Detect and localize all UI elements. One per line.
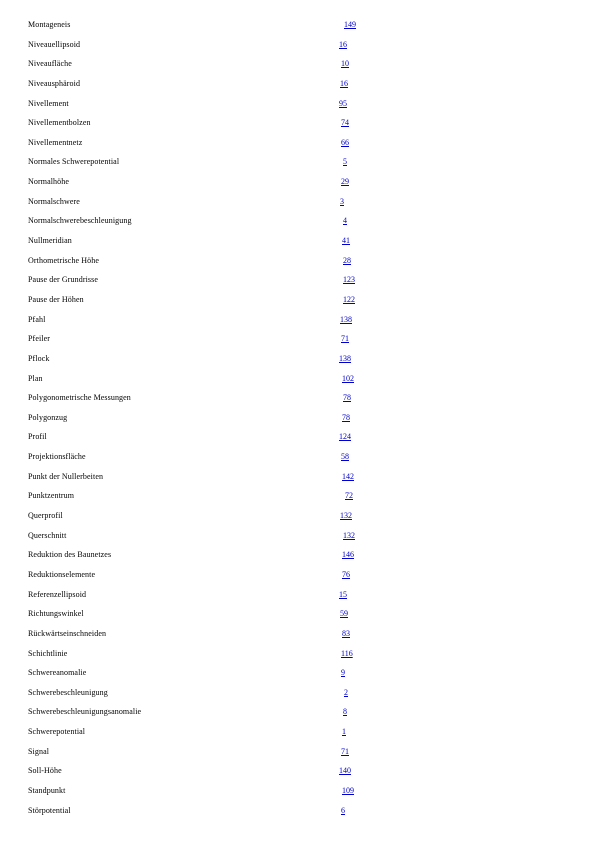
index-term: Signal <box>28 746 50 756</box>
page-link[interactable]: 140 <box>339 766 351 776</box>
index-term: Standpunkt <box>28 785 66 795</box>
page-link[interactable]: 71 <box>341 746 349 756</box>
page-link[interactable]: 15 <box>339 589 347 599</box>
page-link[interactable]: 41 <box>342 236 350 246</box>
page-link[interactable]: 102 <box>342 373 354 383</box>
index-term: Normalschwere <box>28 196 80 206</box>
index-term: Nivellement <box>28 98 69 108</box>
page-link[interactable]: 116 <box>341 648 353 658</box>
index-term: Niveauellipsoid <box>28 39 81 49</box>
index-term: Richtungswinkel <box>28 609 84 619</box>
page-link[interactable]: 28 <box>343 255 351 265</box>
index-term: Profil <box>28 432 47 442</box>
index-entry <box>0 683 595 703</box>
page-link[interactable]: 29 <box>341 177 349 187</box>
index-term: Nivellementnetz <box>28 137 83 147</box>
index-list <box>0 15 595 820</box>
index-entry <box>0 545 595 565</box>
index-entry <box>0 74 595 94</box>
page-link[interactable]: 10 <box>341 59 349 69</box>
index-entry <box>0 781 595 801</box>
index-entry <box>0 801 595 821</box>
index-entry <box>0 604 595 624</box>
index-term: Pfeiler <box>28 334 51 344</box>
index-entry <box>0 427 595 447</box>
index-term: Nivellementbolzen <box>28 118 91 128</box>
index-entry <box>0 310 595 330</box>
index-term: Rückwärtseinschneiden <box>28 628 107 638</box>
index-term: Querprofil <box>28 511 63 521</box>
index-entry <box>0 722 595 742</box>
index-term: Normalhöhe <box>28 177 69 187</box>
index-entry <box>0 388 595 408</box>
page-link[interactable]: 16 <box>340 78 348 88</box>
index-term: Niveausphäroid <box>28 78 81 88</box>
index-entry <box>0 113 595 133</box>
index-term: Pause der Grundrisse <box>28 275 98 285</box>
page-link[interactable]: 83 <box>342 628 350 638</box>
index-term: Punkt der Nullerbeiten <box>28 471 104 481</box>
index-entry <box>0 329 595 349</box>
index-term: Polygonometrische Messungen <box>28 393 131 403</box>
page-link[interactable]: 4 <box>343 216 347 226</box>
index-term: Pflock <box>28 353 50 363</box>
page-link[interactable]: 132 <box>340 511 352 521</box>
page-link[interactable]: 74 <box>341 118 349 128</box>
page-link[interactable]: 72 <box>345 491 353 501</box>
page-link[interactable]: 122 <box>343 294 355 304</box>
index-entry <box>0 192 595 212</box>
index-term: Punktzentrum <box>28 491 75 501</box>
index-entry <box>0 94 595 114</box>
index-term: Schwerebeschleunigungsanomalie <box>28 707 142 717</box>
page-link[interactable]: 58 <box>341 452 349 462</box>
index-term: Referenzellipsoid <box>28 589 87 599</box>
index-entry <box>0 506 595 526</box>
index-entry <box>0 526 595 546</box>
index-entry <box>0 270 595 290</box>
index-term: Schwerepotential <box>28 727 86 737</box>
index-term: Orthometrische Höhe <box>28 255 99 265</box>
page-link[interactable]: 132 <box>343 530 355 540</box>
index-term: Reduktion des Baunetzes <box>28 550 112 560</box>
index-entry <box>0 585 595 605</box>
page-link[interactable]: 59 <box>340 609 348 619</box>
index-entry <box>0 54 595 74</box>
page-link[interactable]: 9 <box>341 668 345 678</box>
index-entry <box>0 447 595 467</box>
page-link[interactable]: 3 <box>340 196 344 206</box>
index-term: Querschnitt <box>28 530 67 540</box>
index-entry <box>0 702 595 722</box>
index-entry <box>0 486 595 506</box>
index-entry <box>0 408 595 428</box>
index-entry <box>0 467 595 487</box>
index-term: Montageneis <box>28 20 71 29</box>
page-link[interactable]: 149 <box>344 20 356 29</box>
index-entry <box>0 290 595 310</box>
index-entry <box>0 211 595 231</box>
index-term: Normales Schwerepotential <box>28 157 120 167</box>
page-link[interactable]: 124 <box>339 432 351 442</box>
index-term: Niveaufläche <box>28 59 72 69</box>
page-link[interactable]: 76 <box>342 569 350 579</box>
index-term: Polygonzug <box>28 412 68 422</box>
page-link[interactable]: 142 <box>342 471 354 481</box>
index-term: Störpotential <box>28 805 71 815</box>
index-term: Nullmeridian <box>28 236 72 246</box>
index-term: Projektionsfläche <box>28 452 86 462</box>
index-entry <box>0 565 595 585</box>
index-entry <box>0 369 595 389</box>
page-link[interactable]: 138 <box>339 353 351 363</box>
index-entry <box>0 742 595 762</box>
index-term: Pfahl <box>28 314 46 324</box>
index-entry <box>0 644 595 664</box>
page-link[interactable]: 16 <box>339 39 347 49</box>
index-term: Plan <box>28 373 43 383</box>
page-link[interactable]: 66 <box>341 137 349 147</box>
index-entry <box>0 663 595 683</box>
index-entry <box>0 152 595 172</box>
index-entry <box>0 133 595 153</box>
index-term: Reduktionselemente <box>28 569 96 579</box>
index-entry <box>0 231 595 251</box>
index-term: Schichtlinie <box>28 648 68 658</box>
page-link[interactable]: 5 <box>343 157 347 167</box>
index-entry <box>0 349 595 369</box>
page-link[interactable]: 109 <box>342 785 354 795</box>
index-term: Schwerebeschleunigung <box>28 687 108 697</box>
index-term: Soll-Höhe <box>28 766 62 776</box>
page-link[interactable]: 8 <box>343 707 347 717</box>
index-entry <box>0 172 595 192</box>
index-entry <box>0 15 595 35</box>
page-link[interactable]: 78 <box>342 412 350 422</box>
index-entry <box>0 35 595 55</box>
page-link[interactable]: 146 <box>342 550 354 560</box>
page-link[interactable]: 138 <box>340 314 352 324</box>
index-entry <box>0 624 595 644</box>
page-link[interactable]: 123 <box>343 275 355 285</box>
index-entry <box>0 251 595 271</box>
index-term: Normalschwerebeschleunigung <box>28 216 132 226</box>
page-link[interactable]: 78 <box>343 393 351 403</box>
page-link[interactable]: 2 <box>344 687 348 697</box>
index-entry <box>0 761 595 781</box>
page-link[interactable]: 1 <box>342 727 346 737</box>
index-term: Schwereanomalie <box>28 668 87 678</box>
page-link[interactable]: 95 <box>339 98 347 108</box>
index-term: Pause der Höhen <box>28 294 84 304</box>
page-link[interactable]: 71 <box>341 334 349 344</box>
page-link[interactable]: 6 <box>341 805 345 815</box>
